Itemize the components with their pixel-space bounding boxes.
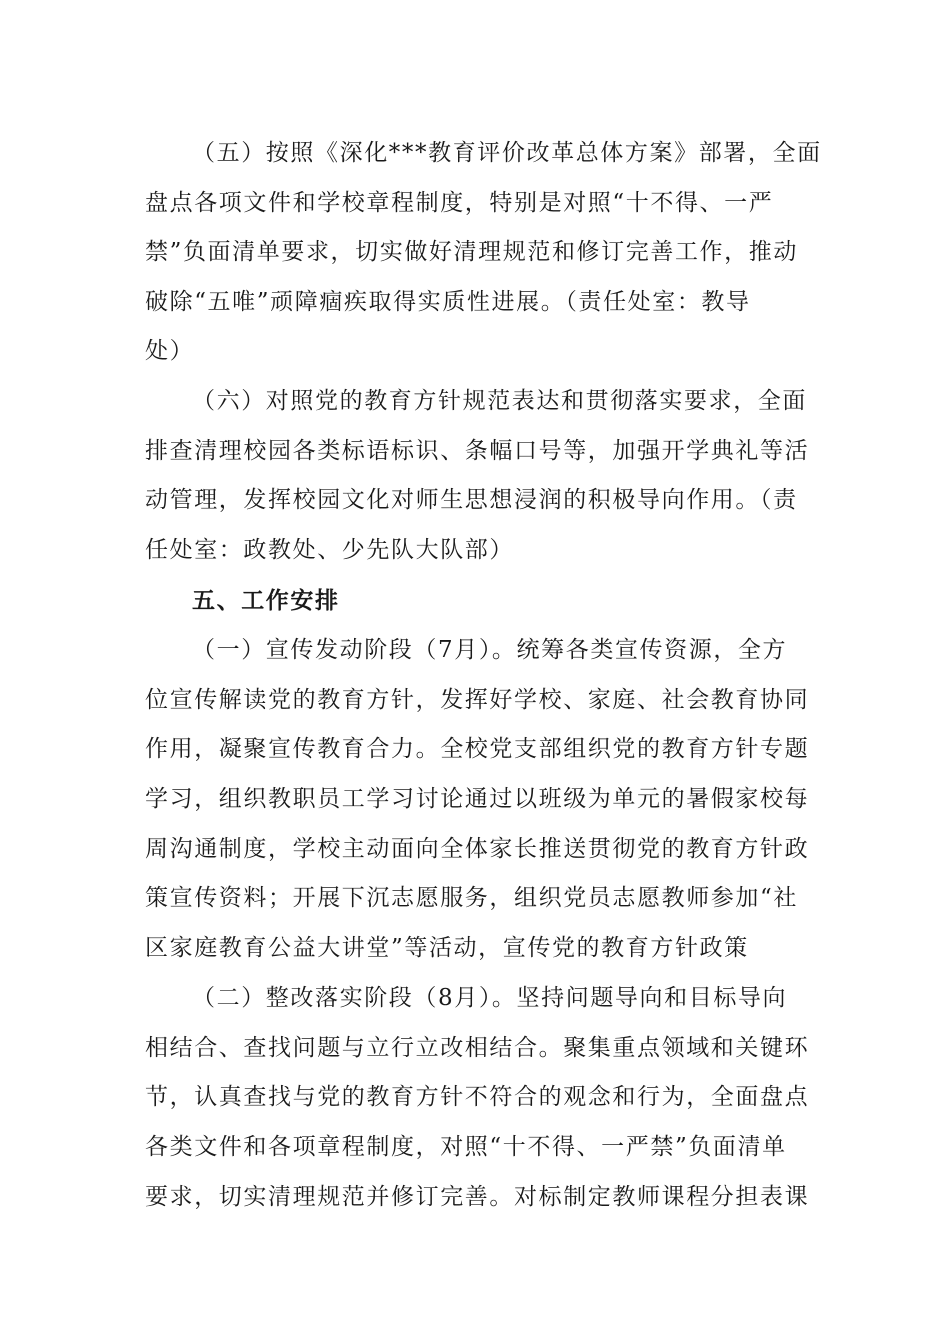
paragraph-line: 周沟通制度，学校主动面向全体家长推送贯彻党的教育方针政	[145, 836, 810, 862]
paragraph-line: 区家庭教育公益大讲堂”等活动，宣传党的教育方针政策	[145, 935, 749, 961]
paragraph-line: 处）	[145, 338, 195, 364]
paragraph-line: 策宣传资料；开展下沉志愿服务，组织党员志愿教师参加“社	[145, 885, 798, 911]
paragraph-line: 学习，组织教职员工学习讨论通过以班级为单元的暑假家校每	[145, 786, 810, 812]
paragraph-line: 作用，凝聚宣传教育合力。全校党支部组织党的教育方针专题	[145, 736, 810, 762]
paragraph-line: 禁”负面清单要求，切实做好清理规范和修订完善工作，推动	[145, 239, 798, 265]
paragraph-line: （二）整改落实阶段（8月）。坚持问题导向和目标导向	[192, 985, 788, 1011]
paragraph-line: 动管理，发挥校园文化对师生思想浸润的积极导向作用。（责	[145, 487, 798, 513]
paragraph-line: 任处室：政教处、少先队大队部）	[145, 537, 514, 563]
paragraph-line: 要求，切实清理规范并修订完善。对标制定教师课程分担表课	[145, 1184, 810, 1210]
section-heading: 五、工作安排	[192, 588, 340, 614]
paragraph-line: 各类文件和各项章程制度，对照“十不得、一严禁”负面清单	[145, 1134, 787, 1160]
paragraph-line: 破除“五唯”顽障痼疾取得实质性进展。（责任处室：教导	[145, 289, 751, 315]
paragraph-line: 节，认真查找与党的教育方针不符合的观念和行为，全面盘点	[145, 1084, 810, 1110]
paragraph-line: 盘点各项文件和学校章程制度，特别是对照“十不得、一严	[145, 190, 774, 216]
paragraph-line: 位宣传解读党的教育方针，发挥好学校、家庭、社会教育协同	[145, 687, 810, 713]
paragraph-line: 排查清理校园各类标语标识、条幅口号等，加强开学典礼等活	[145, 438, 810, 464]
paragraph-line: （一）宣传发动阶段（7月）。统筹各类宣传资源，全方	[192, 637, 788, 663]
paragraph-line: （五）按照《深化***教育评价改革总体方案》部署，全面	[192, 140, 822, 166]
paragraph-line: 相结合、查找问题与立行立改相结合。聚集重点领域和关键环	[145, 1035, 810, 1061]
paragraph-line: （六）对照党的教育方针规范表达和贯彻落实要求，全面	[192, 388, 807, 414]
